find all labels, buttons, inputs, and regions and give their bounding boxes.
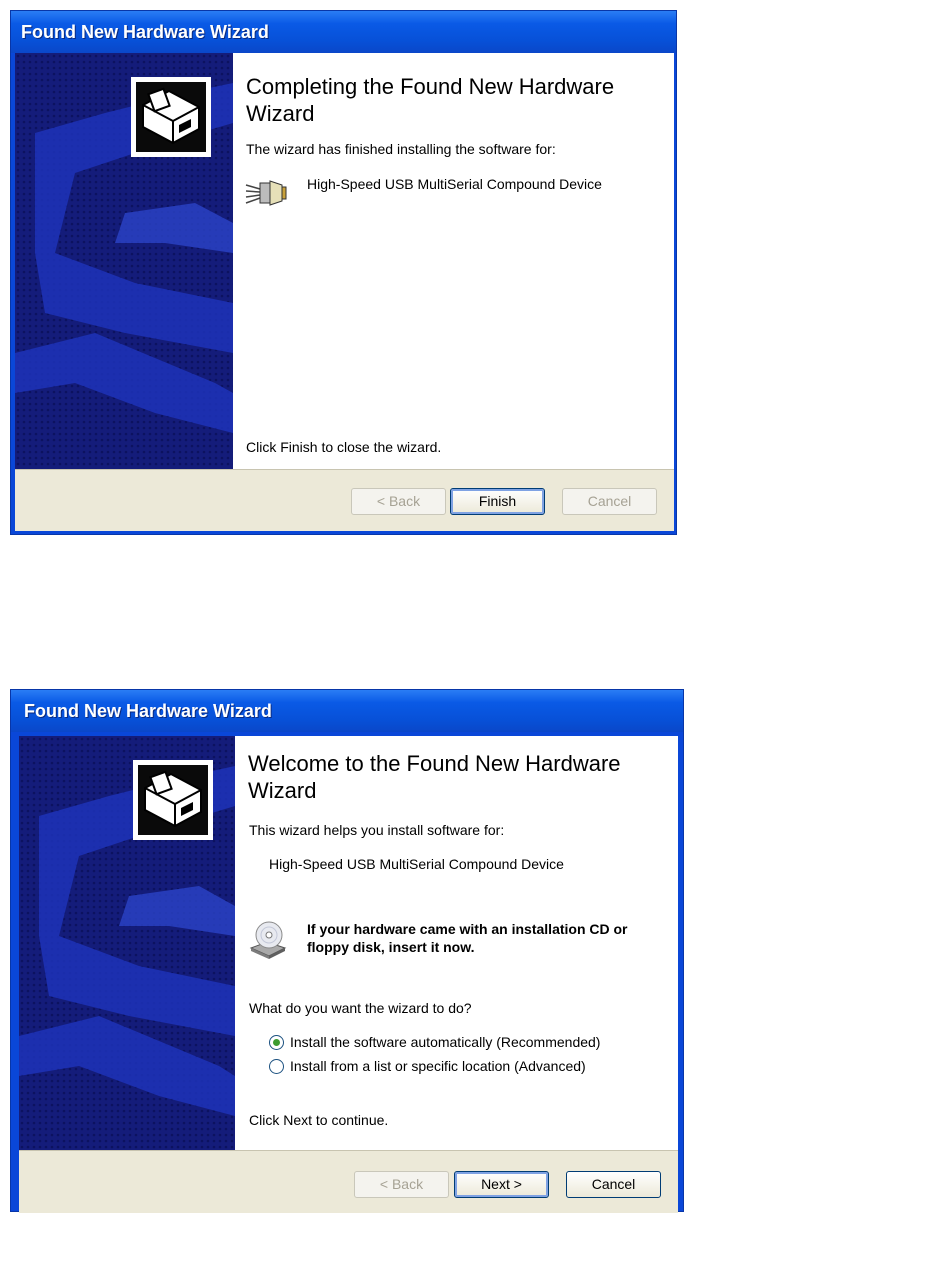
hardware-wizard-icon — [131, 77, 211, 157]
welcome-wizard-window — [10, 689, 684, 1212]
wizard-content — [233, 53, 674, 469]
next-button[interactable]: Next > — [454, 1171, 549, 1198]
radio-label: Install from a list or specific location (Advanced) — [290, 1058, 586, 1074]
device-name: High-Speed USB MultiSerial Compound Device — [269, 856, 564, 872]
wizard-footer — [15, 469, 674, 531]
back-button[interactable]: < Back — [351, 488, 446, 515]
serial-port-icon — [244, 177, 288, 214]
cancel-button[interactable]: Cancel — [562, 488, 657, 515]
finish-button[interactable]: Finish — [450, 488, 545, 515]
cancel-button[interactable]: Cancel — [566, 1171, 661, 1198]
help-text: This wizard helps you install software for: — [249, 822, 505, 838]
radio-label: Install the software automatically (Recommended) — [290, 1034, 601, 1050]
close-instructions: Click Finish to close the wizard. — [246, 439, 442, 455]
radio-button[interactable] — [269, 1035, 284, 1050]
hardware-wizard-icon — [133, 760, 213, 840]
wizard-footer — [19, 1150, 678, 1213]
window-title: Found New Hardware Wizard — [11, 11, 676, 53]
page-title: Welcome to the Found New Hardware Wizard — [248, 751, 621, 803]
radio-option-advanced[interactable] — [269, 1058, 649, 1078]
completing-wizard-window — [10, 10, 677, 535]
continue-instructions: Click Next to continue. — [249, 1112, 389, 1128]
device-name: High-Speed USB MultiSerial Compound Device — [307, 176, 602, 192]
finished-text: The wizard has finished installing the software for: — [246, 141, 556, 157]
window-title: Found New Hardware Wizard — [11, 690, 683, 732]
cd-notice: If your hardware came with an installation CD or floppy disk, insert it now. — [307, 921, 628, 955]
question-text: What do you want the wizard to do? — [249, 1000, 472, 1016]
radio-button[interactable] — [269, 1059, 284, 1074]
back-button[interactable]: < Back — [354, 1171, 449, 1198]
wizard-content — [235, 736, 678, 1150]
cd-drive-icon — [247, 918, 289, 965]
page-title: Completing the Found New Hardware Wizard — [246, 74, 615, 126]
radio-option-automatic[interactable] — [269, 1034, 649, 1054]
